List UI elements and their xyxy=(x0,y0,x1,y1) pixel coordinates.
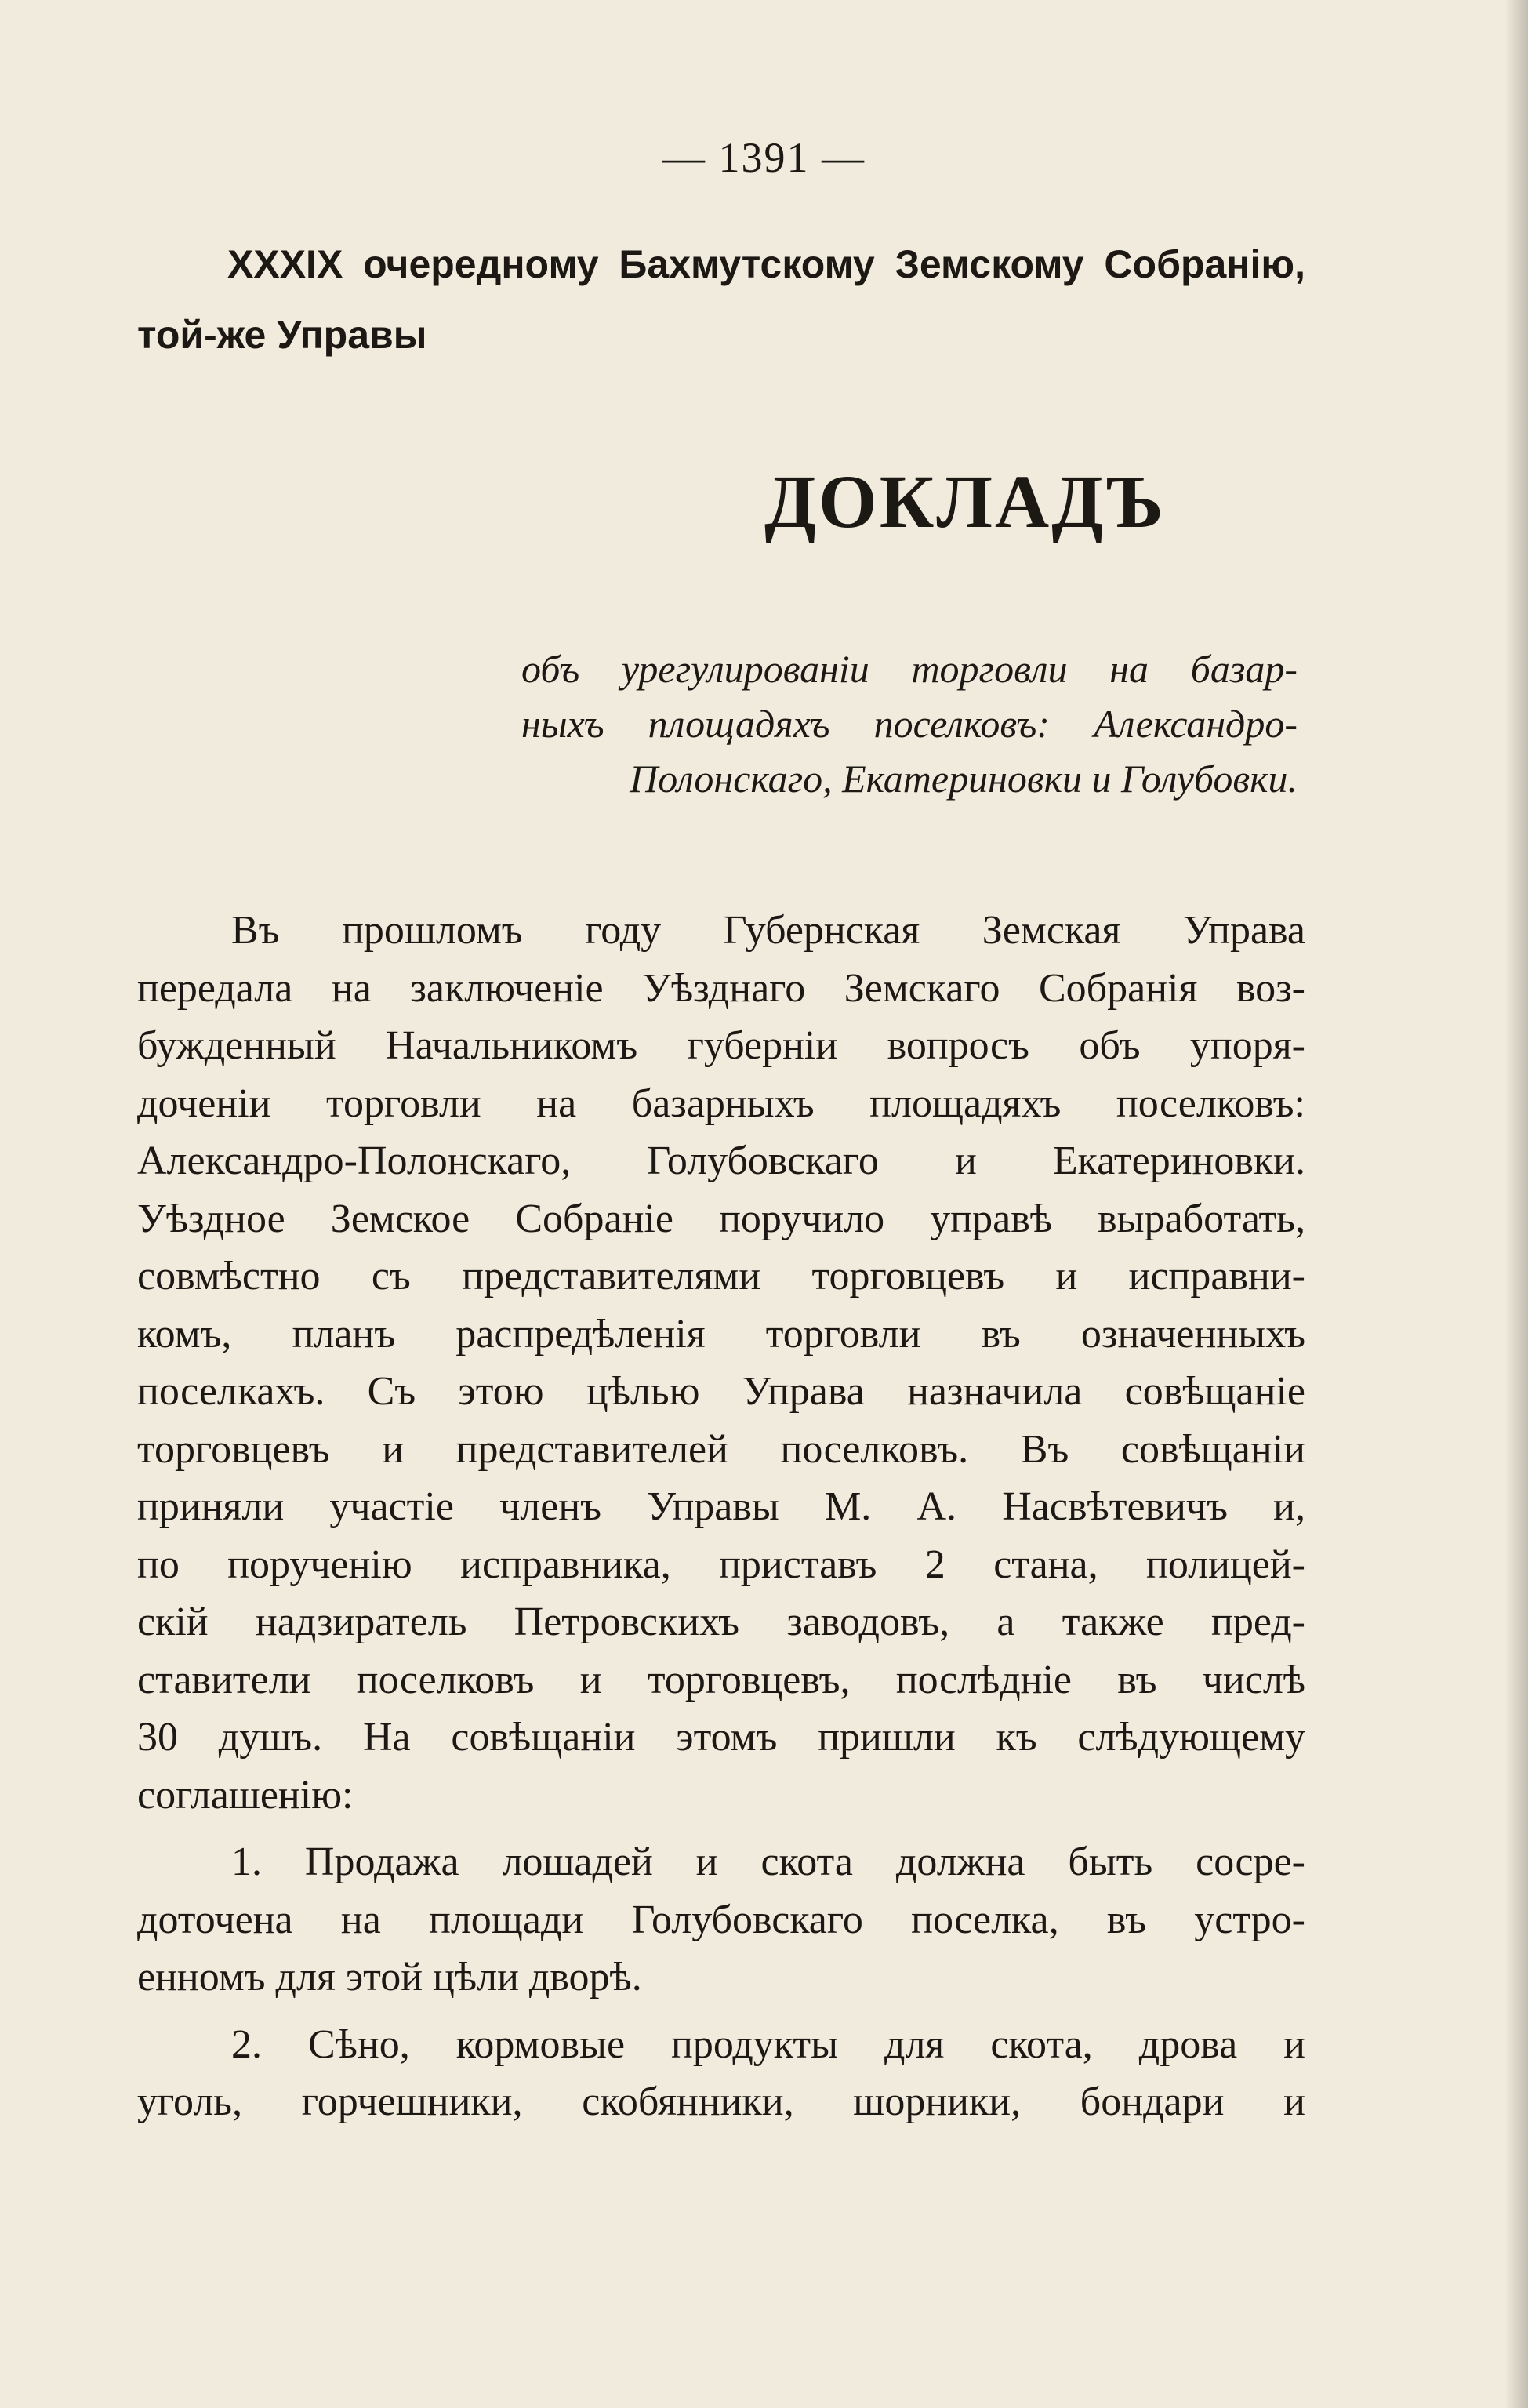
paragraph-line: Александро-Полонскаго, Голубовскаго и Екатериновки. xyxy=(137,1139,1305,1183)
list-item-line: енномъ для этой цѣли дворѣ. xyxy=(137,1955,642,1999)
body-text xyxy=(137,902,1305,2131)
list-item-line: 2. Сѣно, кормовые продукты для скота, дрова и xyxy=(231,2021,1305,2067)
paragraph-line: комъ, планъ распредѣленія торговли въ означенныхъ xyxy=(137,1311,1305,1357)
list-item-line: 1. Продажа лошадей и скота должна быть сосре- xyxy=(231,1840,1305,1884)
paragraph-line: соглашенію: xyxy=(137,1772,354,1818)
paragraph-gap xyxy=(137,1824,1305,1833)
paragraph-line: поселкахъ. Съ этою цѣлью Управа назначила совѣщаніе xyxy=(137,1369,1305,1414)
paragraph-line: Уѣздное Земское Собраніе поручило управѣ выработать, xyxy=(137,1196,1305,1241)
paragraph-line: скій надзиратель Петровскихъ заводовъ, а также пред- xyxy=(137,1600,1305,1644)
subject-line: Полонскаго, Екатериновки и Голубовки. xyxy=(630,757,1298,801)
addressee-line-1: XXXIX очередному Бахмутскому Земскому Собранію, xyxy=(227,242,1305,286)
paragraph-line: ставители поселковъ и торговцевъ, послѣдніе въ числѣ xyxy=(137,1657,1305,1702)
addressee-block xyxy=(137,229,1305,370)
list-item-line: уголь, горчешники, скобянники, шорники, бондари и xyxy=(137,2079,1305,2124)
paragraph-line: Въ прошломъ году Губернская Земская Управа xyxy=(231,908,1305,953)
subject-line: ныхъ площадяхъ поселковъ: Александро- xyxy=(521,702,1298,746)
paragraph-line: передала на заключеніе Уѣзднаго Земскаго Собранія воз- xyxy=(137,965,1305,1011)
addressee-line-2: той-же Управы xyxy=(137,313,427,357)
paragraph-line: торговцевъ и представителей поселковъ. Въ совѣщаніи xyxy=(137,1426,1305,1472)
paragraph-line: по порученію исправника, приставъ 2 стана, полицей- xyxy=(137,1542,1305,1587)
subject-line: объ урегулированіи торговли на базар- xyxy=(521,647,1298,691)
paragraph-line: приняли участіе членъ Управы М. А. Насвѣтевичъ и, xyxy=(137,1484,1305,1529)
document-title: ДОКЛАДЪ xyxy=(764,459,1166,543)
paragraph-line: бужденный Начальникомъ губерніи вопросъ объ упоря- xyxy=(137,1023,1305,1068)
list-item-line: доточена на площади Голубовскаго поселка, въ устро- xyxy=(137,1897,1305,1942)
paragraph-line: 30 душъ. На совѣщаніи этомъ пришли къ слѣдующему xyxy=(137,1715,1305,1760)
page-edge-shadow xyxy=(1504,0,1528,2408)
paragraph-line: совмѣстно съ представителями торговцевъ и исправни- xyxy=(137,1254,1305,1298)
document-subject xyxy=(521,641,1298,806)
paragraph-gap xyxy=(137,2007,1305,2016)
page-number: — 1391 — xyxy=(662,134,866,181)
paragraph-line: доченіи торговли на базарныхъ площадяхъ поселковъ: xyxy=(137,1081,1305,1126)
